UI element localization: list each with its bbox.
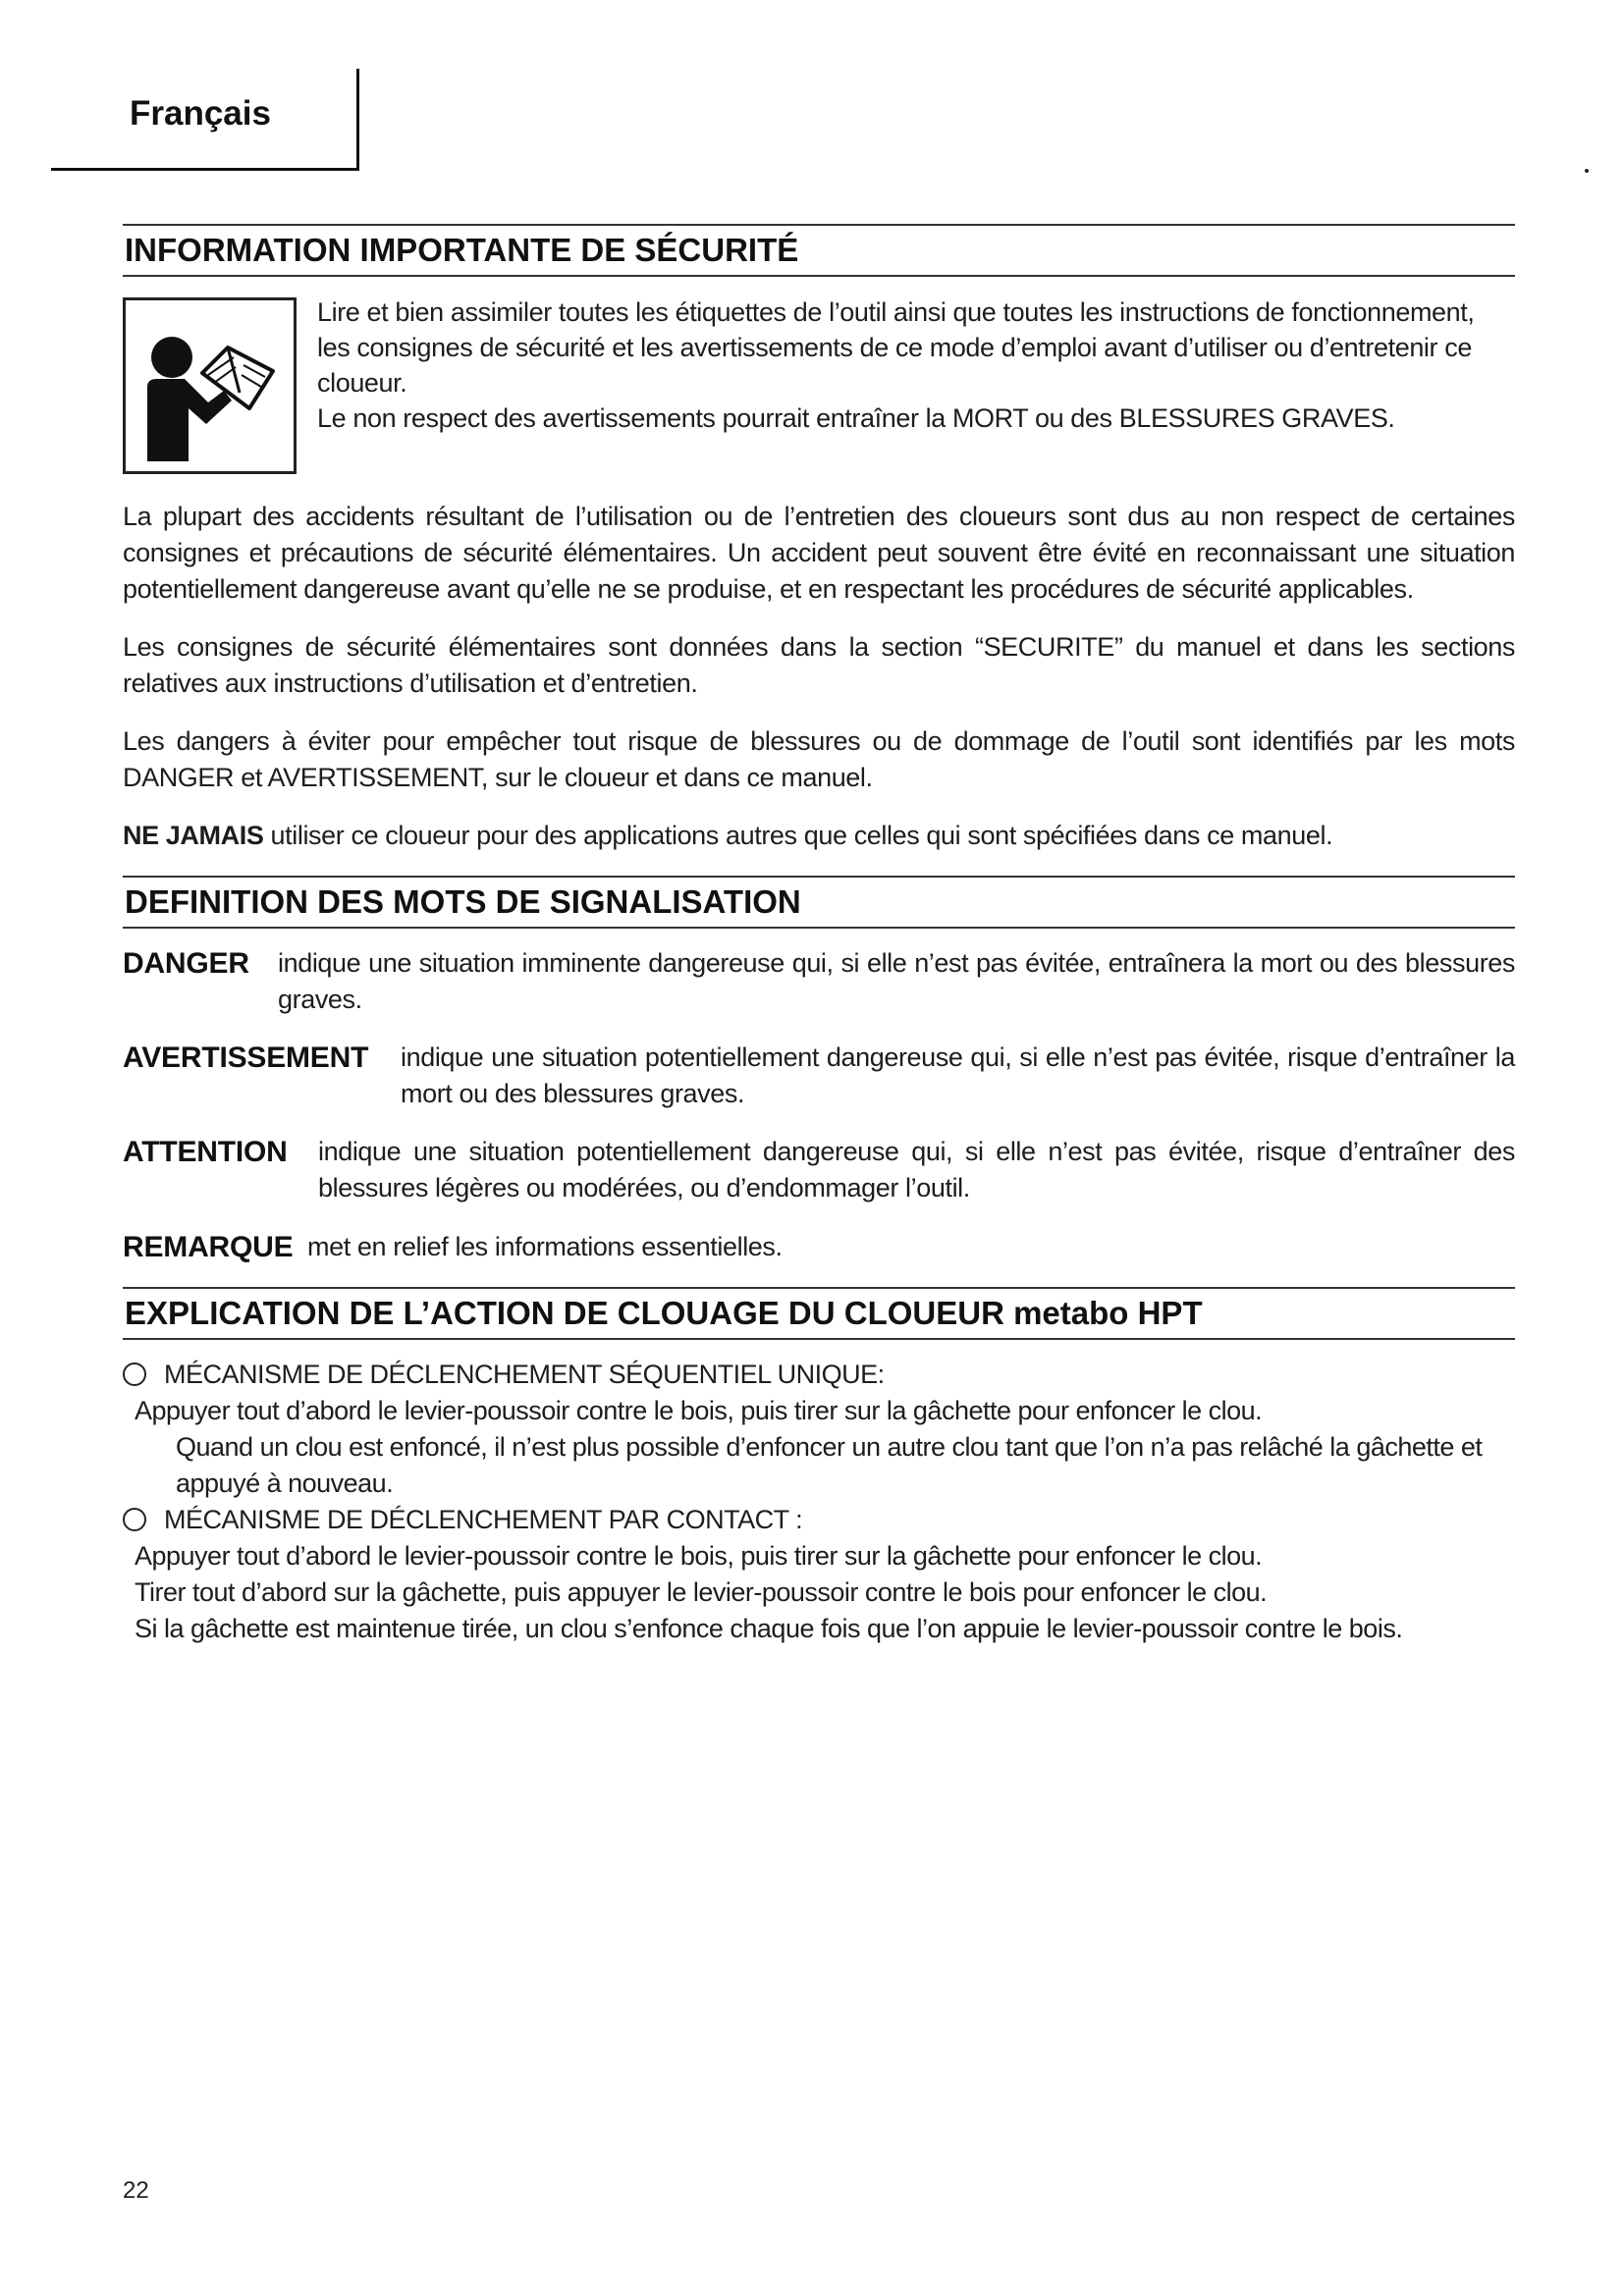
- warning-definition: indique une situation potentiellement dangereuse qui, si elle n’est pas évitée, risque d’entraîner la mort ou des blessures graves.: [401, 1042, 1515, 1108]
- signal-note: [123, 1229, 1515, 1265]
- circle-bullet-icon: [123, 1508, 146, 1531]
- sequential-line: Appuyer tout d’abord le levier-poussoir contre le bois, puis tirer sur la gâchette pour enfoncer le clou.: [135, 1396, 1263, 1425]
- caution-word: ATTENTION: [123, 1136, 288, 1168]
- intro-warning: Le non respect des avertissements pourrait entraîner la MORT ou des BLESSURES GRAVES.: [317, 403, 1395, 433]
- signal-warning: [123, 1040, 1515, 1112]
- contact-title-row: [123, 1502, 1517, 1538]
- page-number: 22: [123, 2177, 149, 2204]
- contact-line: Appuyer tout d’abord le levier-poussoir contre le bois, puis tirer sur la gâchette pour enfoncer le clou.: [135, 1541, 1263, 1571]
- signal-caution: [123, 1134, 1515, 1206]
- sequential-line: Quand un clou est enfoncé, il n’est plus possible d’enfoncer un autre clou tant que l’on n’a pas relâché la gâchette et: [176, 1432, 1483, 1462]
- read-manual-icon: [123, 297, 297, 474]
- danger-word: DANGER: [123, 947, 249, 980]
- read-manual-icon-graphic: [126, 300, 294, 471]
- intro-line: les consignes de sécurité et les avertissements de ce mode d’emploi avant d’utiliser ou d’entretenir ce: [317, 333, 1472, 362]
- safety-paragraph-1: La plupart des accidents résultant de l’utilisation ou de l’entretien des cloueurs sont dus au non respect de certaines consignes et précautions de sécurité élémentaires. Un accident peut souvent être évité en reconnaissant une situation potentiellement dangereuse avant qu’elle ne se produise, et en respectant les procédures de sécurité applicables.: [123, 502, 1515, 604]
- sequential-title: MÉCANISME DE DÉCLENCHEMENT SÉQUENTIEL UNIQUE:: [164, 1360, 885, 1389]
- safety-paragraph-2: Les consignes de sécurité élémentaires sont données dans la section “SECURITE” du manuel et dans les sections relatives aux instructions d’utilisation et d’entretien.: [123, 632, 1515, 698]
- language-tab: [51, 69, 359, 171]
- safety-paragraph-3: Les dangers à éviter pour empêcher tout risque de blessures ou de dommage de l’outil sont identifiés par les mots DANGER et AVERTISSEMENT, sur le cloueur et dans ce manuel.: [123, 726, 1515, 792]
- contact-line: Si la gâchette est maintenue tirée, un clou s’enfonce chaque fois que l’on appuie le levier-poussoir contre le bois.: [135, 1614, 1403, 1643]
- sequential-title-row: [123, 1357, 1517, 1393]
- page-mark: [1585, 169, 1589, 173]
- warning-word: AVERTISSEMENT: [123, 1041, 369, 1074]
- caution-definition: indique une situation potentiellement dangereuse qui, si elle n’est pas évitée, risque d’entraîner des blessures légères ou modérées, ou d’endommager l’outil.: [318, 1137, 1515, 1202]
- note-definition: met en relief les informations essentielles.: [307, 1232, 783, 1261]
- never-emphasis: NE JAMAIS: [123, 821, 264, 850]
- contact-title: MÉCANISME DE DÉCLENCHEMENT PAR CONTACT :: [164, 1505, 803, 1534]
- intro-line: cloueur.: [317, 368, 407, 398]
- safety-info-heading: INFORMATION IMPORTANTE DE SÉCURITÉ: [123, 224, 1515, 277]
- safety-paragraph-4: [123, 818, 1515, 854]
- danger-definition: indique une situation imminente dangereuse qui, si elle n’est pas évitée, entraînera la mort ou des blessures graves.: [278, 948, 1515, 1014]
- nailing-mechanisms: [123, 1357, 1517, 1647]
- safety-intro: [317, 294, 1515, 436]
- circle-bullet-icon: [123, 1362, 146, 1386]
- language-label: Français: [130, 94, 271, 133]
- nailing-action-heading: EXPLICATION DE L’ACTION DE CLOUAGE DU CLOUEUR metabo HPT: [123, 1287, 1515, 1340]
- note-word: REMARQUE: [123, 1231, 294, 1263]
- sequential-line: appuyé à nouveau.: [176, 1468, 394, 1498]
- contact-line: Tirer tout d’abord sur la gâchette, puis appuyer le levier-poussoir contre le bois pour enfoncer le clou.: [135, 1577, 1268, 1607]
- intro-line: Lire et bien assimiler toutes les étiquettes de l’outil ainsi que toutes les instructions de fonctionnement,: [317, 297, 1475, 327]
- signal-danger: [123, 945, 1515, 1018]
- never-text: utiliser ce cloueur pour des applications autres que celles qui sont spécifiées dans ce manuel.: [263, 821, 1333, 850]
- signal-words-heading: DEFINITION DES MOTS DE SIGNALISATION: [123, 876, 1515, 929]
